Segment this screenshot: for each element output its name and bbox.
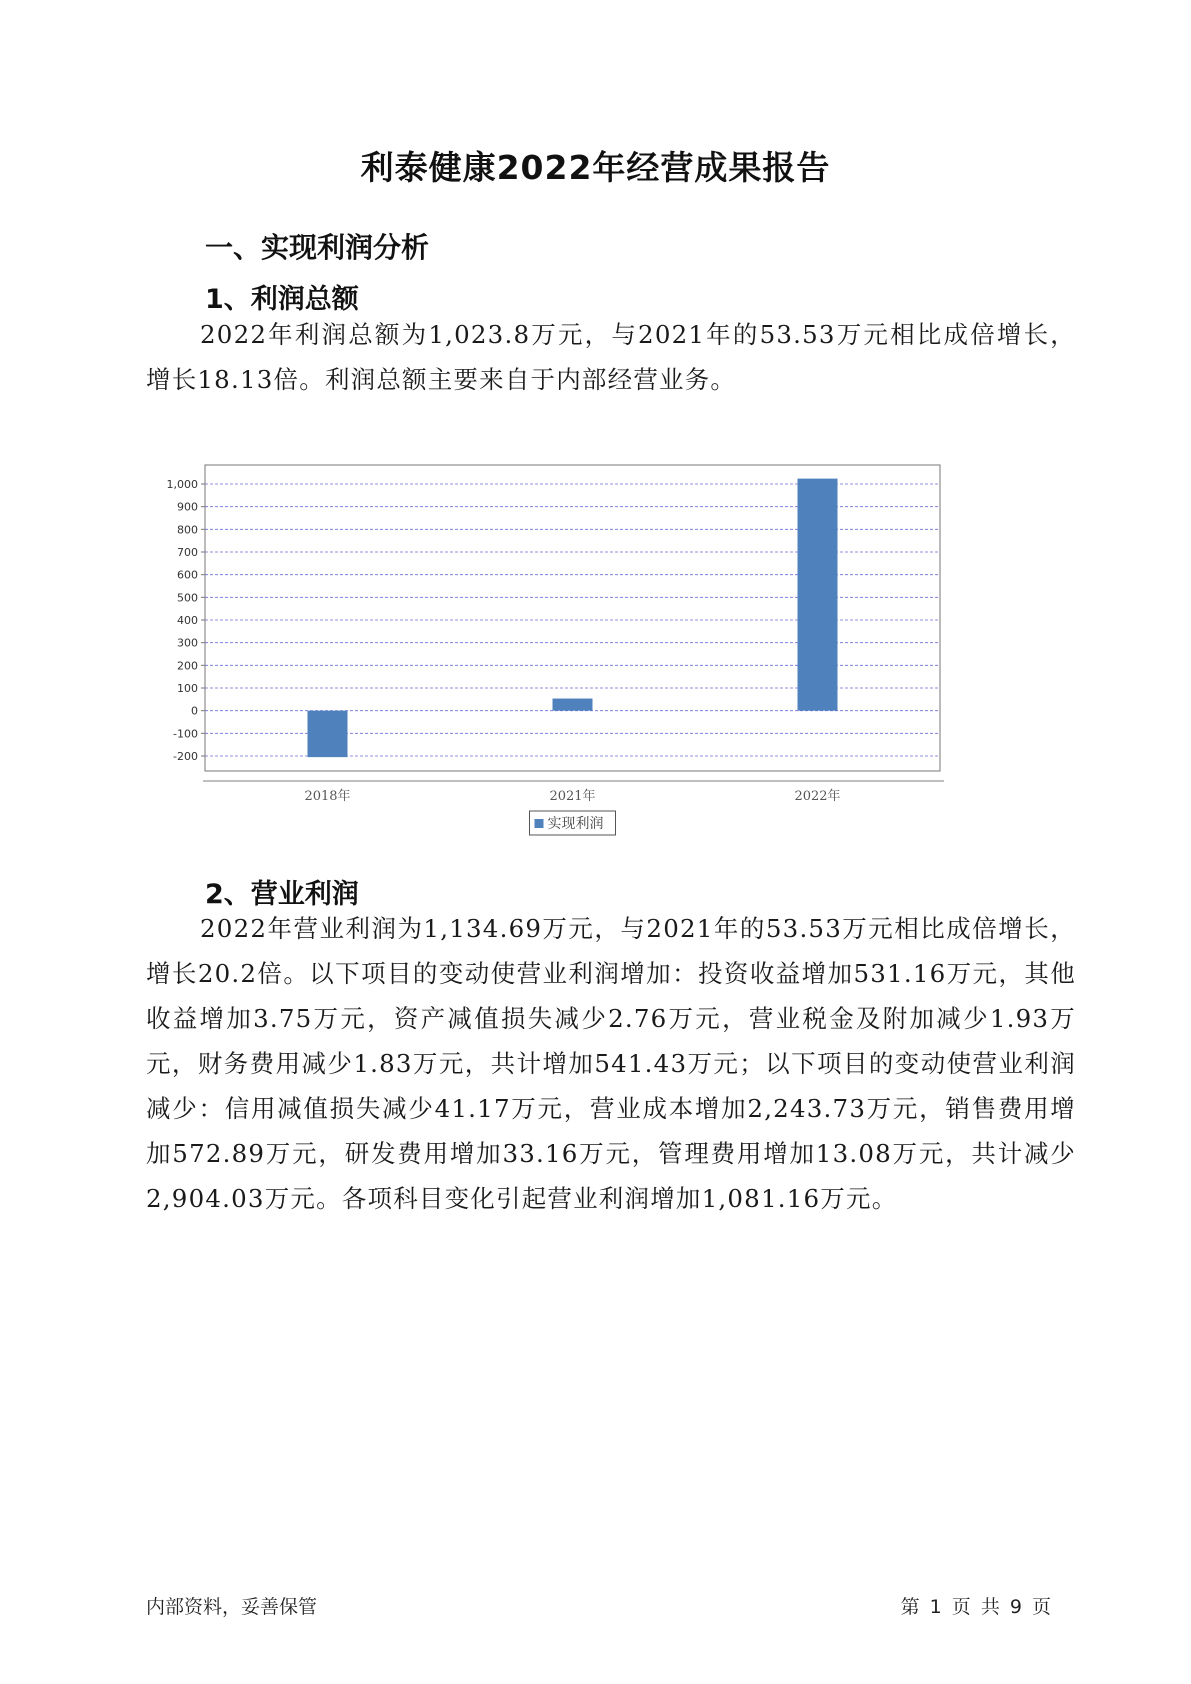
y-tick-label: -200 xyxy=(173,750,198,763)
y-tick-label: 500 xyxy=(177,591,198,605)
y-tick-label: 300 xyxy=(177,636,198,650)
y-tick-label: 700 xyxy=(177,546,198,559)
y-tick-label: 0 xyxy=(191,704,198,718)
subsection-heading-operating-profit: 2、营业利润 xyxy=(205,879,359,910)
x-tick-label: 2022年 xyxy=(794,789,841,804)
subsection-heading-total-profit: 1、利润总额 xyxy=(205,284,359,315)
section-heading-profit-analysis: 一、实现利润分析 xyxy=(205,231,430,264)
y-tick-label: 600 xyxy=(177,568,198,582)
legend-label: 实现利润 xyxy=(547,816,604,832)
footer-page-number: 第 1 页 共 9 页 xyxy=(900,1596,1051,1618)
bar-2022年 xyxy=(798,479,838,711)
total-profit-paragraph: 2022年利润总额为1,023.8万元，与2021年的53.53万元相比成倍增长，增长18.13倍。利润总额主要来自于内部经营业务。 xyxy=(146,320,1076,394)
y-tick-label: 1,000 xyxy=(166,478,198,491)
bar-2021年 xyxy=(553,699,593,711)
y-tick-label: 400 xyxy=(177,614,198,627)
plot-area xyxy=(167,465,945,804)
chart-legend xyxy=(530,811,616,835)
x-tick-label: 2021年 xyxy=(549,789,596,804)
y-tick-label: 900 xyxy=(177,500,198,514)
y-tick-label: 800 xyxy=(177,523,198,537)
profit-chart xyxy=(150,455,1020,905)
x-tick-label: 2018年 xyxy=(304,789,351,804)
bar-2018年 xyxy=(308,711,348,757)
profit-chart-svg xyxy=(150,455,1020,905)
footer-confidential-note: 内部资料，妥善保管 xyxy=(146,1596,318,1618)
y-tick-label: -100 xyxy=(173,727,198,741)
y-tick-label: 200 xyxy=(177,659,198,673)
page-title: 利泰健康2022年经营成果报告 xyxy=(360,148,831,187)
y-tick-label: 100 xyxy=(177,682,198,695)
legend-swatch xyxy=(535,819,544,828)
operating-profit-paragraph: 2022年营业利润为1,134.69万元，与2021年的53.53万元相比成倍增长，增长20.2倍。以下项目的变动使营业利润增加：投资收益增加531.16万元，其他收益增加3.75万元，资产减值损失减少2.76万元，营业税金及附加减少1.93万元，财务费用减少1.83万元，共计增加541.43万元；以下项目的变动使营业利润减少：信用减值损失减少41.17万元，营业成本增加2,243.73万元，销售费用增加572.89万元，研发费用增加33.16万元，管理费用增加13.08万元，共计减少2,904.03万元。各项科目变化引起营业利润增加1,081.16万元。 xyxy=(146,914,1076,1213)
